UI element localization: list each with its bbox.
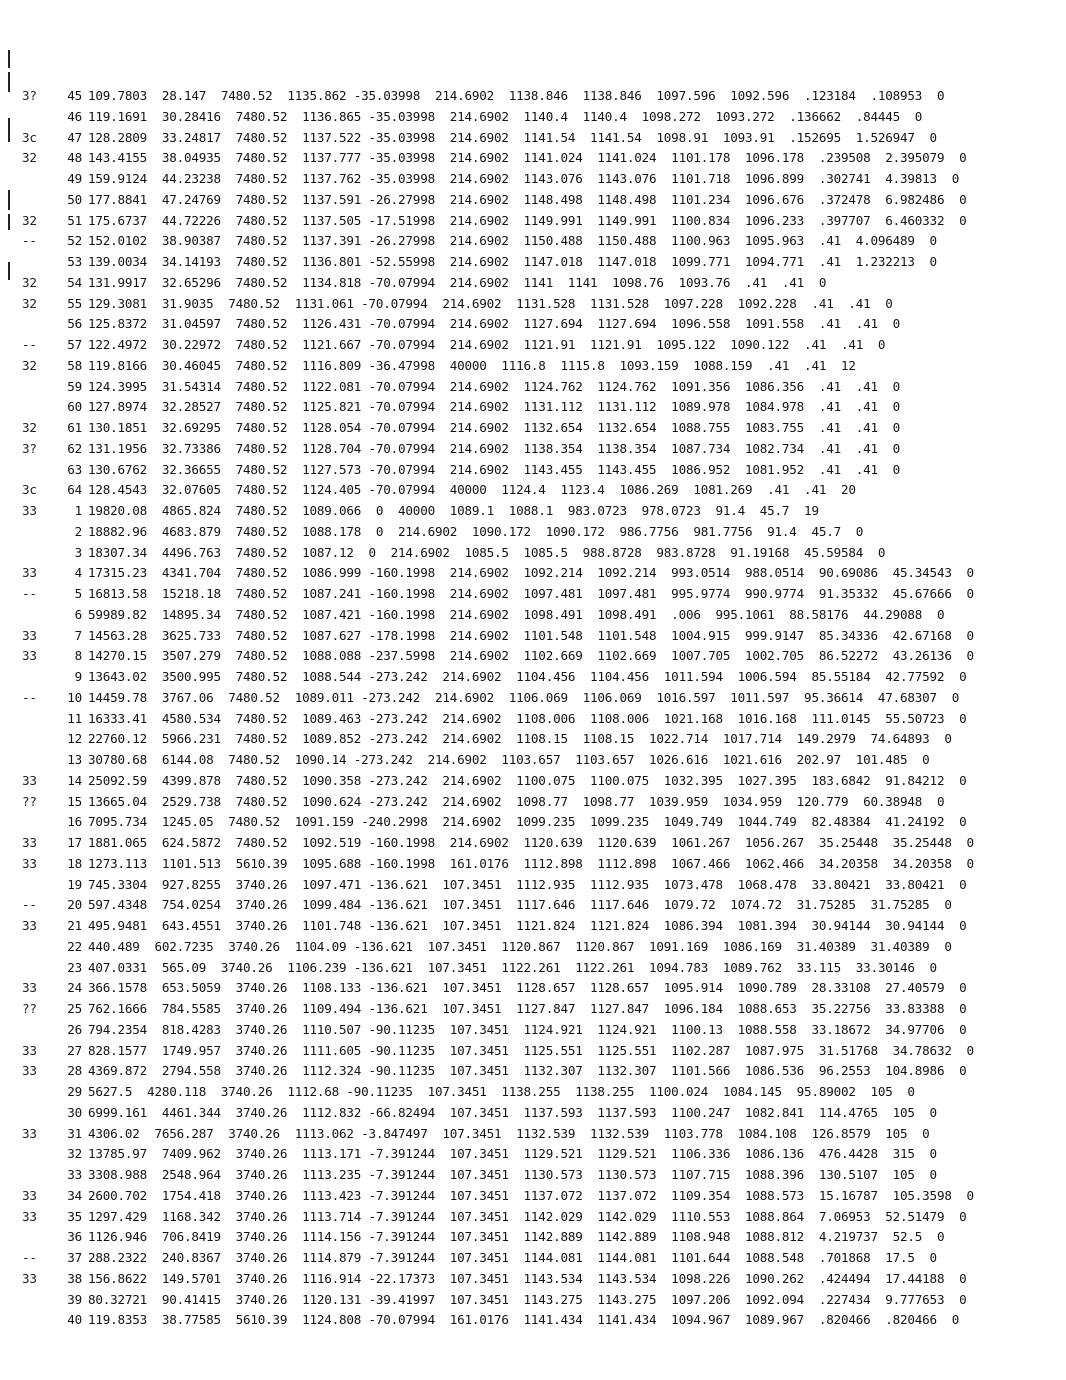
row-index: 27 xyxy=(67,1042,82,1058)
table-row xyxy=(0,999,1066,1020)
row-index: 35 xyxy=(67,1208,82,1224)
row-index: 17 xyxy=(67,835,82,850)
row-index: 36 xyxy=(67,1229,82,1245)
table-row xyxy=(0,356,1066,377)
row-index: 1 xyxy=(74,503,82,518)
table-row xyxy=(0,1082,1066,1103)
row-margin-mark: -- xyxy=(22,1250,37,1265)
table-row xyxy=(0,833,1066,854)
row-index: 10 xyxy=(67,689,82,705)
table-row xyxy=(0,709,1066,730)
row-index: 5 xyxy=(74,586,82,601)
row-values: 128.4543 32.07605 7480.52 1124.405 -70.07994 40000 1124.4 1123.4 1086.269 1081.269 .41 .41 20 xyxy=(88,482,856,498)
row-values: 124.3995 31.54314 7480.52 1122.081 -70.07994 214.6902 1124.762 1124.762 1091.356 1086.356 .41 .41 0 xyxy=(88,378,901,394)
row-index: 58 xyxy=(67,357,82,373)
table-row xyxy=(0,1041,1066,1062)
row-values: 130.6762 32.36655 7480.52 1127.573 -70.07994 214.6902 1143.455 1143.455 1086.952 1081.952 .41 .41 0 xyxy=(88,461,901,477)
row-index: 37 xyxy=(67,1250,82,1265)
table-row xyxy=(0,584,1066,605)
row-values: 3308.988 2548.964 3740.26 1113.235 -7.391244 107.3451 1130.573 1130.573 1107.715 1088.396 130.5107 105 0 xyxy=(88,1167,937,1182)
row-margin-mark: 33 xyxy=(22,1270,37,1286)
table-row xyxy=(0,107,1066,128)
row-margin-mark: 33 xyxy=(22,1187,37,1203)
row-index: 64 xyxy=(67,482,82,498)
row-index: 9 xyxy=(74,669,82,684)
row-values: 127.8974 32.28527 7480.52 1125.821 -70.07994 214.6902 1131.112 1131.112 1089.978 1084.978 .41 .41 0 xyxy=(88,399,901,415)
row-margin-mark: ?? xyxy=(22,793,37,809)
row-index: 62 xyxy=(67,440,82,456)
table-row xyxy=(0,646,1066,667)
row-values: 30780.68 6144.08 7480.52 1090.14 -273.242 214.6902 1103.657 1103.657 1026.616 1021.616 202.97 101.485 0 xyxy=(88,752,930,767)
table-row xyxy=(0,1310,1066,1331)
row-margin-mark: -- xyxy=(22,897,37,913)
row-margin-mark: 33 xyxy=(22,835,37,850)
row-index: 61 xyxy=(67,420,82,435)
row-index: 23 xyxy=(67,959,82,975)
row-values: 19820.08 4865.824 7480.52 1089.066 0 40000 1089.1 1088.1 983.0723 978.0723 91.4 45.7 19 xyxy=(88,503,819,518)
row-index: 21 xyxy=(67,918,82,933)
table-row xyxy=(0,688,1066,709)
row-index: 20 xyxy=(67,897,82,913)
row-index: 53 xyxy=(67,254,82,269)
row-index: 59 xyxy=(67,378,82,394)
row-index: 26 xyxy=(67,1021,82,1037)
row-index: 51 xyxy=(67,212,82,228)
row-values: 156.8622 149.5701 3740.26 1116.914 -22.17373 107.3451 1143.534 1143.534 1098.226 1090.262 .424494 17.44188 0 xyxy=(88,1270,967,1286)
row-values: 6999.161 4461.344 3740.26 1112.832 -66.82494 107.3451 1137.593 1137.593 1100.247 1082.841 114.4765 105 0 xyxy=(88,1104,937,1120)
row-margin-mark: 33 xyxy=(22,1063,37,1079)
table-row xyxy=(0,377,1066,398)
row-index: 30 xyxy=(67,1104,82,1120)
table-row xyxy=(0,397,1066,418)
row-values: 131.9917 32.65296 7480.52 1134.818 -70.07994 214.6902 1141 1141 1098.76 1093.76 .41 .41 0 xyxy=(88,274,827,290)
row-index: 48 xyxy=(67,150,82,166)
row-index: 6 xyxy=(74,606,82,622)
row-margin-mark: 33 xyxy=(22,980,37,996)
table-row xyxy=(0,314,1066,335)
row-index: 47 xyxy=(67,129,82,145)
row-values: 129.3081 31.9035 7480.52 1131.061 -70.07994 214.6902 1131.528 1131.528 1097.228 1092.228 .41 .41 0 xyxy=(88,295,893,311)
row-margin-mark: 33 xyxy=(22,565,37,581)
row-values: 7095.734 1245.05 7480.52 1091.159 -240.2998 214.6902 1099.235 1099.235 1049.749 1044.749 82.48384 41.24192 0 xyxy=(88,814,967,830)
row-values: 288.2322 240.8367 3740.26 1114.879 -7.391244 107.3451 1144.081 1144.081 1101.644 1088.548 .701868 17.5 0 xyxy=(88,1250,937,1265)
row-values: 131.1956 32.73386 7480.52 1128.704 -70.07994 214.6902 1138.354 1138.354 1087.734 1082.734 .41 .41 0 xyxy=(88,440,901,456)
table-row xyxy=(0,231,1066,252)
row-index: 39 xyxy=(67,1291,82,1307)
row-index: 50 xyxy=(67,191,82,207)
table-row xyxy=(0,854,1066,875)
table-row xyxy=(0,916,1066,937)
row-index: 12 xyxy=(67,731,82,747)
row-index: 4 xyxy=(74,565,82,581)
table-row xyxy=(0,605,1066,626)
row-margin-mark: 33 xyxy=(22,1042,37,1058)
table-row xyxy=(0,1227,1066,1248)
row-index: 34 xyxy=(67,1187,82,1203)
row-values: 762.1666 784.5585 3740.26 1109.494 -136.621 107.3451 1127.847 1127.847 1096.184 1088.653 35.22756 33.83388 0 xyxy=(88,1001,967,1016)
table-row xyxy=(0,1290,1066,1311)
row-values: 1273.113 1101.513 5610.39 1095.688 -160.1998 161.0176 1112.898 1112.898 1067.466 1062.466 34.20358 34.20358 0 xyxy=(88,855,974,871)
row-index: 33 xyxy=(67,1167,82,1182)
table-row xyxy=(0,169,1066,190)
row-values: 159.9124 44.23238 7480.52 1137.762 -35.03998 214.6902 1143.076 1143.076 1101.718 1096.899 .302741 4.39813 0 xyxy=(88,171,960,186)
row-margin-mark: 3c xyxy=(22,129,37,145)
table-row xyxy=(0,190,1066,211)
row-margin-mark: 33 xyxy=(22,1208,37,1224)
row-margin-mark: 32 xyxy=(22,150,37,166)
table-row xyxy=(0,563,1066,584)
row-values: 119.8166 30.46045 7480.52 1116.809 -36.47998 40000 1116.8 1115.8 1093.159 1088.159 .41 .41 12 xyxy=(88,357,856,373)
table-row xyxy=(0,543,1066,564)
table-row xyxy=(0,1103,1066,1124)
row-values: 109.7803 28.147 7480.52 1135.862 -35.03998 214.6902 1138.846 1138.846 1097.596 1092.596 .123184 .108953 0 xyxy=(88,88,945,103)
table-row xyxy=(0,294,1066,315)
row-index: 16 xyxy=(67,814,82,830)
row-values: 130.1851 32.69295 7480.52 1128.054 -70.07994 214.6902 1132.654 1132.654 1088.755 1083.755 .41 .41 0 xyxy=(88,420,901,435)
row-values: 14563.28 3625.733 7480.52 1087.627 -178.1998 214.6902 1101.548 1101.548 1004.915 999.9147 85.34336 42.67168 0 xyxy=(88,627,974,643)
row-margin-mark: 33 xyxy=(22,1125,37,1141)
row-index: 8 xyxy=(74,648,82,664)
table-row xyxy=(0,460,1066,481)
row-index: 32 xyxy=(67,1146,82,1162)
row-values: 1881.065 624.5872 7480.52 1092.519 -160.1998 214.6902 1120.639 1120.639 1061.267 1056.267 35.25448 35.25448 0 xyxy=(88,835,974,850)
table-row xyxy=(0,875,1066,896)
row-index: 13 xyxy=(67,752,82,767)
table-row xyxy=(0,128,1066,149)
row-values: 125.8372 31.04597 7480.52 1126.431 -70.07994 214.6902 1127.694 1127.694 1096.558 1091.558 .41 .41 0 xyxy=(88,316,901,332)
table-row xyxy=(0,812,1066,833)
row-index: 7 xyxy=(74,627,82,643)
table-row xyxy=(0,771,1066,792)
table-row xyxy=(0,1269,1066,1290)
table-row xyxy=(0,273,1066,294)
table-row xyxy=(0,937,1066,958)
row-values: 16333.41 4580.534 7480.52 1089.463 -273.242 214.6902 1108.006 1108.006 1021.168 1016.168 111.0145 55.50723 0 xyxy=(88,710,967,726)
row-values: 794.2354 818.4283 3740.26 1110.507 -90.11235 107.3451 1124.921 1124.921 1100.13 1088.558 33.18672 34.97706 0 xyxy=(88,1021,967,1037)
row-index: 24 xyxy=(67,980,82,996)
row-index: 46 xyxy=(67,108,82,124)
row-margin-mark: -- xyxy=(22,689,37,705)
table-row xyxy=(0,522,1066,543)
row-margin-mark: ?? xyxy=(22,1001,37,1016)
table-row xyxy=(0,501,1066,522)
row-values: 152.0102 38.90387 7480.52 1137.391 -26.27998 214.6902 1150.488 1150.488 1100.963 1095.963 .41 4.096489 0 xyxy=(88,233,937,249)
row-margin-mark: 3? xyxy=(22,88,37,103)
row-index: 14 xyxy=(67,772,82,788)
row-values: 18882.96 4683.879 7480.52 1088.178 0 214.6902 1090.172 1090.172 986.7756 981.7756 91.4 45.7 0 xyxy=(88,523,864,539)
row-values: 139.0034 34.14193 7480.52 1136.801 -52.55998 214.6902 1147.018 1147.018 1099.771 1094.771 .41 1.232213 0 xyxy=(88,254,937,269)
table-row xyxy=(0,211,1066,232)
row-index: 55 xyxy=(67,295,82,311)
table-row xyxy=(0,86,1066,107)
row-index: 18 xyxy=(67,855,82,871)
table-row xyxy=(0,1207,1066,1228)
table-row xyxy=(0,439,1066,460)
row-values: 128.2809 33.24817 7480.52 1137.522 -35.03998 214.6902 1141.54 1141.54 1098.91 1093.91 .152695 1.526947 0 xyxy=(88,129,937,145)
row-index: 49 xyxy=(67,171,82,186)
row-index: 56 xyxy=(67,316,82,332)
row-margin-mark: 32 xyxy=(22,357,37,373)
row-values: 2600.702 1754.418 3740.26 1113.423 -7.391244 107.3451 1137.072 1137.072 1109.354 1088.573 15.16787 105.3598 0 xyxy=(88,1187,974,1203)
row-values: 122.4972 30.22972 7480.52 1121.667 -70.07994 214.6902 1121.91 1121.91 1095.122 1090.122 .41 .41 0 xyxy=(88,337,886,352)
table-row xyxy=(0,335,1066,356)
row-values: 59989.82 14895.34 7480.52 1087.421 -160.1998 214.6902 1098.491 1098.491 .006 995.1061 88.58176 44.29088 0 xyxy=(88,606,945,622)
table-row xyxy=(0,978,1066,999)
row-index: 22 xyxy=(67,938,82,954)
table-row xyxy=(0,729,1066,750)
table-row xyxy=(0,667,1066,688)
row-index: 25 xyxy=(67,1001,82,1016)
row-margin-mark: 3c xyxy=(22,482,37,498)
row-values: 745.3304 927.8255 3740.26 1097.471 -136.621 107.3451 1112.935 1112.935 1073.478 1068.478 33.80421 33.80421 0 xyxy=(88,876,967,892)
table-row xyxy=(0,958,1066,979)
table-row xyxy=(0,148,1066,169)
row-values: 5627.5 4280.118 3740.26 1112.68 -90.11235 107.3451 1138.255 1138.255 1100.024 1084.145 95.89002 105 0 xyxy=(88,1084,915,1099)
table-row xyxy=(0,1020,1066,1041)
row-index: 54 xyxy=(67,274,82,290)
row-index: 52 xyxy=(67,233,82,249)
row-index: 2 xyxy=(74,523,82,539)
row-values: 175.6737 44.72226 7480.52 1137.505 -17.51998 214.6902 1149.991 1149.991 1100.834 1096.233 .397707 6.460332 0 xyxy=(88,212,967,228)
table-row xyxy=(0,1186,1066,1207)
row-values: 13643.02 3500.995 7480.52 1088.544 -273.242 214.6902 1104.456 1104.456 1011.594 1006.594 85.55184 42.77592 0 xyxy=(88,669,967,684)
row-margin-mark: 32 xyxy=(22,274,37,290)
row-values: 177.8841 47.24769 7480.52 1137.591 -26.27998 214.6902 1148.498 1148.498 1101.234 1096.676 .372478 6.982486 0 xyxy=(88,191,967,207)
table-row xyxy=(0,750,1066,771)
row-values: 4306.02 7656.287 3740.26 1113.062 -3.847497 107.3451 1132.539 1132.539 1103.778 1084.108 126.8579 105 0 xyxy=(88,1125,930,1141)
row-values: 4369.872 2794.558 3740.26 1112.324 -90.11235 107.3451 1132.307 1132.307 1101.566 1086.536 96.2553 104.8986 0 xyxy=(88,1063,967,1079)
row-values: 18307.34 4496.763 7480.52 1087.12 0 214.6902 1085.5 1085.5 988.8728 983.8728 91.19168 45.59584 0 xyxy=(88,544,886,560)
row-margin-mark: 32 xyxy=(22,295,37,311)
row-values: 119.1691 30.28416 7480.52 1136.865 -35.03998 214.6902 1140.4 1140.4 1098.272 1093.272 .136662 .84445 0 xyxy=(88,108,923,124)
table-row xyxy=(0,792,1066,813)
row-index: 63 xyxy=(67,461,82,477)
row-margin-mark: -- xyxy=(22,586,37,601)
row-values: 80.32721 90.41415 3740.26 1120.131 -39.41997 107.3451 1143.275 1143.275 1097.206 1092.094 .227434 9.777653 0 xyxy=(88,1291,967,1307)
row-index: 38 xyxy=(67,1270,82,1286)
table-row xyxy=(0,252,1066,273)
row-values: 13785.97 7409.962 3740.26 1113.171 -7.391244 107.3451 1129.521 1129.521 1106.336 1086.136 476.4428 315 0 xyxy=(88,1146,937,1162)
row-values: 14270.15 3507.279 7480.52 1088.088 -237.5998 214.6902 1102.669 1102.669 1007.705 1002.705 86.52272 43.26136 0 xyxy=(88,648,974,664)
row-index: 45 xyxy=(67,88,82,103)
row-values: 1126.946 706.8419 3740.26 1114.156 -7.391244 107.3451 1142.889 1142.889 1108.948 1088.812 4.219737 52.5 0 xyxy=(88,1229,945,1245)
table-row xyxy=(0,1248,1066,1269)
row-values: 22760.12 5966.231 7480.52 1089.852 -273.242 214.6902 1108.15 1108.15 1022.714 1017.714 149.2979 74.64893 0 xyxy=(88,731,952,747)
table-row xyxy=(0,418,1066,439)
margin-tick xyxy=(8,50,10,68)
row-values: 16813.58 15218.18 7480.52 1087.241 -160.1998 214.6902 1097.481 1097.481 995.9774 990.9774 91.35332 45.67666 0 xyxy=(88,586,974,601)
table-row xyxy=(0,1165,1066,1186)
table-row xyxy=(0,895,1066,916)
table-row xyxy=(0,1124,1066,1145)
table-row xyxy=(0,626,1066,647)
row-values: 828.1577 1749.957 3740.26 1111.605 -90.11235 107.3451 1125.551 1125.551 1102.287 1087.975 31.51768 34.78632 0 xyxy=(88,1042,974,1058)
row-values: 119.8353 38.77585 5610.39 1124.808 -70.07994 161.0176 1141.434 1141.434 1094.967 1089.967 .820466 .820466 0 xyxy=(88,1312,960,1328)
row-index: 40 xyxy=(67,1312,82,1328)
data-table xyxy=(0,86,1066,1331)
row-margin-mark: 33 xyxy=(22,772,37,788)
row-values: 495.9481 643.4551 3740.26 1101.748 -136.621 107.3451 1121.824 1121.824 1086.394 1081.394 30.94144 30.94144 0 xyxy=(88,918,967,933)
table-row xyxy=(0,1144,1066,1165)
row-values: 14459.78 3767.06 7480.52 1089.011 -273.242 214.6902 1106.069 1106.069 1016.597 1011.597 95.36614 47.68307 0 xyxy=(88,689,960,705)
row-margin-mark: -- xyxy=(22,233,37,249)
row-margin-mark: 33 xyxy=(22,648,37,664)
row-values: 407.0331 565.09 3740.26 1106.239 -136.621 107.3451 1122.261 1122.261 1094.783 1089.762 33.115 33.30146 0 xyxy=(88,959,937,975)
table-row xyxy=(0,1061,1066,1082)
row-index: 31 xyxy=(67,1125,82,1141)
row-values: 25092.59 4399.878 7480.52 1090.358 -273.242 214.6902 1100.075 1100.075 1032.395 1027.395 183.6842 91.84212 0 xyxy=(88,772,967,788)
row-index: 11 xyxy=(67,710,82,726)
row-index: 60 xyxy=(67,399,82,415)
row-margin-mark: 33 xyxy=(22,918,37,933)
row-margin-mark: 32 xyxy=(22,212,37,228)
table-row xyxy=(0,480,1066,501)
row-margin-mark: -- xyxy=(22,337,37,352)
row-index: 15 xyxy=(67,793,82,809)
row-index: 3 xyxy=(74,544,82,560)
row-values: 1297.429 1168.342 3740.26 1113.714 -7.391244 107.3451 1142.029 1142.029 1110.553 1088.864 7.06953 52.51479 0 xyxy=(88,1208,967,1224)
row-margin-mark: 33 xyxy=(22,503,37,518)
row-values: 366.1578 653.5059 3740.26 1108.133 -136.621 107.3451 1128.657 1128.657 1095.914 1090.789 28.33108 27.40579 0 xyxy=(88,980,967,996)
row-margin-mark: 32 xyxy=(22,420,37,435)
row-index: 19 xyxy=(67,876,82,892)
row-margin-mark: 33 xyxy=(22,627,37,643)
row-index: 29 xyxy=(67,1084,82,1099)
row-margin-mark: 33 xyxy=(22,855,37,871)
row-values: 13665.04 2529.738 7480.52 1090.624 -273.242 214.6902 1098.77 1098.77 1039.959 1034.959 120.779 60.38948 0 xyxy=(88,793,945,809)
row-margin-mark: 3? xyxy=(22,440,37,456)
row-values: 143.4155 38.04935 7480.52 1137.777 -35.03998 214.6902 1141.024 1141.024 1101.178 1096.178 .239508 2.395079 0 xyxy=(88,150,967,166)
row-values: 17315.23 4341.704 7480.52 1086.999 -160.1998 214.6902 1092.214 1092.214 993.0514 988.0514 90.69086 45.34543 0 xyxy=(88,565,974,581)
row-index: 57 xyxy=(67,337,82,352)
row-index: 28 xyxy=(67,1063,82,1079)
row-values: 597.4348 754.0254 3740.26 1099.484 -136.621 107.3451 1117.646 1117.646 1079.72 1074.72 31.75285 31.75285 0 xyxy=(88,897,952,913)
row-values: 440.489 602.7235 3740.26 1104.09 -136.621 107.3451 1120.867 1120.867 1091.169 1086.169 31.40389 31.40389 0 xyxy=(88,938,952,954)
